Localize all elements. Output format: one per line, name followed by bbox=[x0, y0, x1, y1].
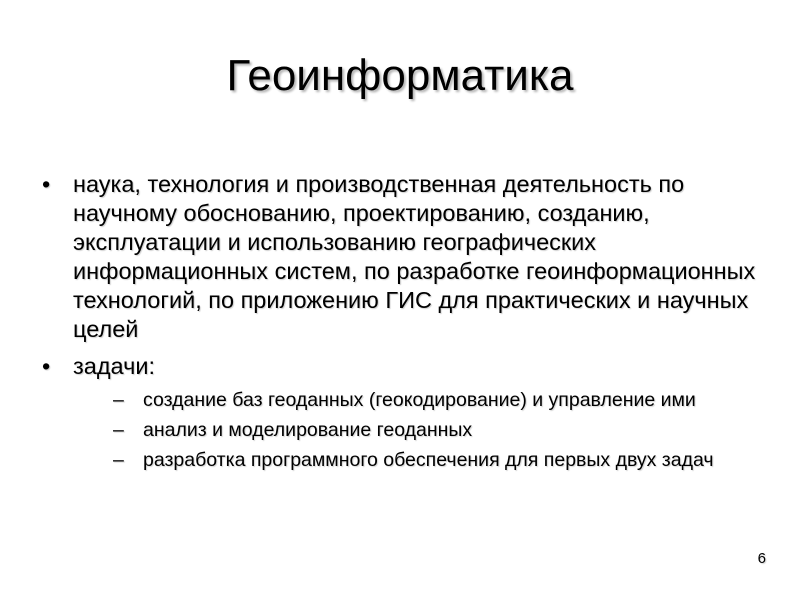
dash-icon: – bbox=[113, 389, 124, 411]
sub-item-text: разработка программного обеспечения для первых двух задач bbox=[143, 449, 714, 471]
sub-item-text: создание баз геоданных (геокодирование) и управление ими bbox=[143, 389, 696, 411]
bullet-item-tasks bbox=[40, 352, 780, 475]
page-number: 6 bbox=[757, 550, 766, 567]
bullet-item-definition bbox=[40, 170, 780, 344]
dash-icon: – bbox=[113, 419, 124, 441]
bullet-text: наука, технология и производственная деятельность по научному обоснованию, проектированию, созданию, эксплуатации и использованию географических информационных систем, по разработке геоинформационных технологий, по приложению ГИС для практических и научных целей bbox=[73, 171, 756, 342]
sub-item-text: анализ и моделирование геоданных bbox=[143, 419, 473, 441]
bullet-icon: • bbox=[42, 171, 51, 197]
bullet-icon: • bbox=[42, 353, 51, 379]
slide-content bbox=[40, 170, 780, 475]
sub-item-geodatabases bbox=[73, 385, 780, 415]
task-list bbox=[73, 385, 780, 475]
slide-title: Геоинформатика bbox=[226, 51, 574, 100]
bullet-text: задачи: bbox=[73, 353, 156, 379]
sub-item-analysis bbox=[73, 415, 780, 445]
sub-item-software bbox=[73, 445, 780, 475]
dash-icon: – bbox=[113, 449, 124, 471]
